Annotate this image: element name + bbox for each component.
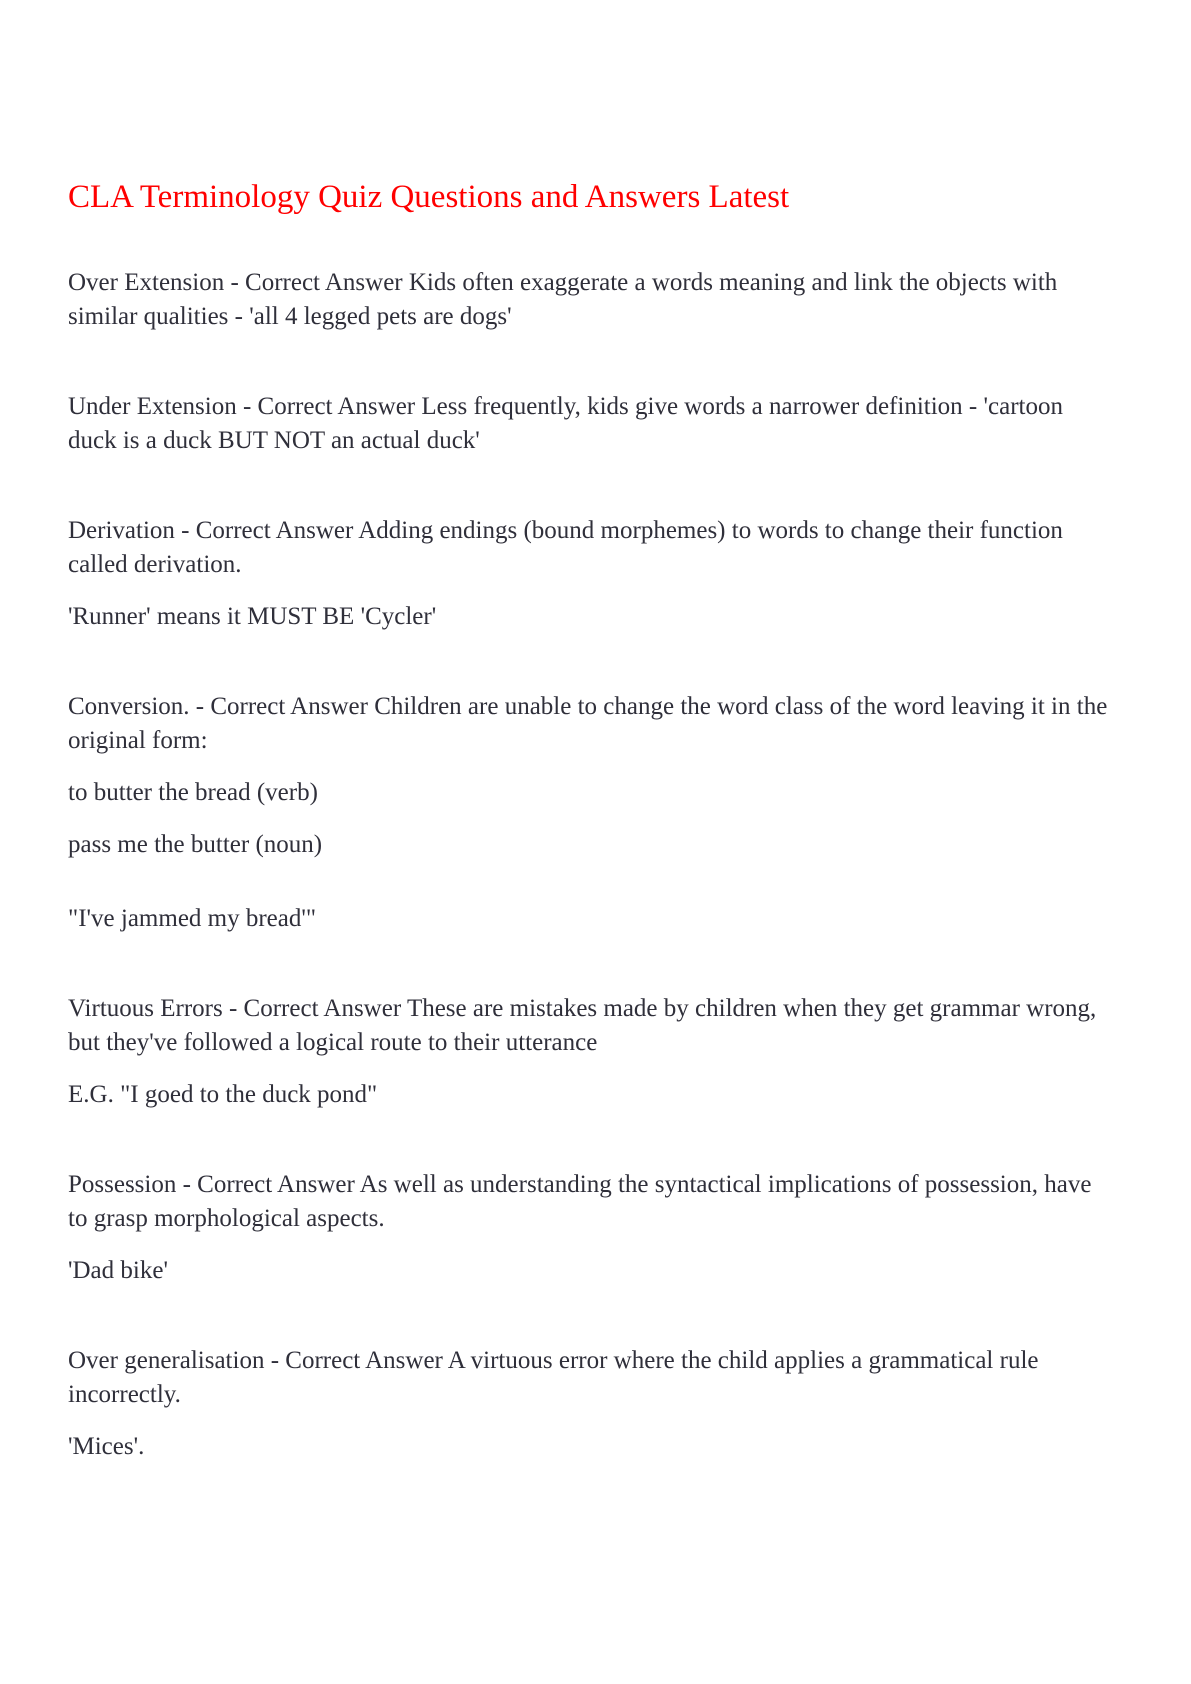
entry-virtuous-errors xyxy=(68,992,1111,1112)
entry-example: 'Runner' means it MUST BE 'Cycler' xyxy=(68,603,437,630)
entry-derivation xyxy=(68,514,1111,634)
entry-example: pass me the butter (noun) xyxy=(68,831,323,858)
entry-paragraph: Possession - Correct Answer As well as understanding the syntactical implications of possession, have to grasp morphological aspects. xyxy=(68,1171,1092,1232)
entry-paragraph: Conversion. - Correct Answer Children are unable to change the word class of the word leaving it in the original form: xyxy=(68,693,1108,754)
entry-paragraph: Virtuous Errors - Correct Answer These are mistakes made by children when they get grammar wrong, but they've followed a logical route to their utterance xyxy=(68,995,1097,1056)
entry-conversion xyxy=(68,690,1111,936)
entry-over-generalisation xyxy=(68,1344,1111,1464)
document-title: CLA Terminology Quiz Questions and Answers Latest xyxy=(68,179,790,215)
entry-example: "I've jammed my bread'" xyxy=(68,905,317,932)
entry-under-extension xyxy=(68,390,1111,458)
entry-example: 'Dad bike' xyxy=(68,1257,168,1284)
paragraph-gap xyxy=(68,880,1111,902)
entry-possession xyxy=(68,1168,1111,1288)
entry-example: to butter the bread (verb) xyxy=(68,779,318,806)
entry-paragraph: Under Extension - Correct Answer Less frequently, kids give words a narrower definition - 'cartoon duck is a duck BUT NOT an actual duck' xyxy=(68,393,1063,454)
entry-example: E.G. "I goed to the duck pond" xyxy=(68,1081,378,1108)
entry-paragraph: Over Extension - Correct Answer Kids often exaggerate a words meaning and link the objects with similar qualities - 'all 4 legged pets are dogs' xyxy=(68,269,1058,330)
entry-example: 'Mices'. xyxy=(68,1433,145,1460)
entry-paragraph: Derivation - Correct Answer Adding endings (bound morphemes) to words to change their function called derivation. xyxy=(68,517,1063,578)
entry-paragraph: Over generalisation - Correct Answer A virtuous error where the child applies a grammatical rule incorrectly. xyxy=(68,1347,1039,1408)
entry-over-extension xyxy=(68,266,1111,334)
